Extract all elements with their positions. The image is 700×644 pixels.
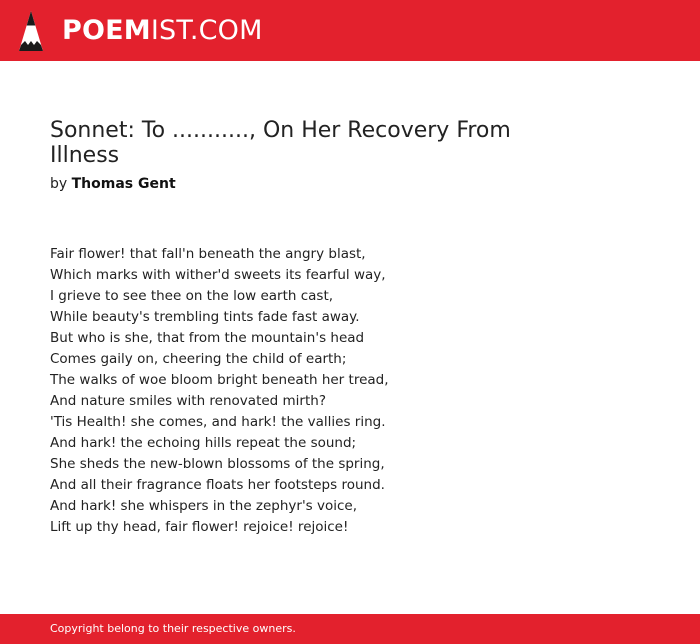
poem-line: And nature smiles with renovated mirth?	[50, 393, 326, 409]
site-logo-link[interactable]	[18, 10, 263, 52]
poem-line: The walks of woe bloom bright beneath her tread,	[50, 372, 389, 388]
poem-line: She sheds the new-blown blossoms of the spring,	[50, 456, 385, 472]
footer-copyright: Copyright belong to their respective owners.	[50, 622, 296, 635]
poem-line: 'Tis Health! she comes, and hark! the vallies ring.	[50, 414, 386, 430]
poem-line: Which marks with wither'd sweets its fearful way,	[50, 267, 386, 283]
logo-text-light: IST.COM	[150, 15, 263, 46]
poem-line: And hark! she whispers in the zephyr's voice,	[50, 498, 358, 514]
logo-text-bold: POEM	[62, 15, 151, 46]
poem-line: And hark! the echoing hills repeat the sound;	[50, 435, 357, 451]
poem-byline	[50, 174, 176, 194]
poem-title: Sonnet: To ..........., On Her Recovery From Illness	[50, 118, 511, 168]
byline-label: by	[50, 176, 68, 192]
poem-line: But who is she, that from the mountain's head	[50, 330, 365, 346]
pencil-tip-icon	[18, 10, 44, 52]
poem-line: And all their fragrance floats her footsteps round.	[50, 477, 385, 493]
poem-line: Comes gaily on, cheering the child of earth;	[50, 351, 347, 367]
site-header	[0, 0, 700, 61]
poem-line: I grieve to see thee on the low earth cast,	[50, 288, 334, 304]
poem-author: Thomas Gent	[71, 176, 176, 192]
poem-line: Lift up thy head, fair flower! rejoice! rejoice!	[50, 519, 349, 535]
poem-line: While beauty's trembling tints fade fast away.	[50, 309, 360, 325]
site-footer	[0, 614, 700, 644]
poem-line: Fair flower! that fall'n beneath the angry blast,	[50, 246, 366, 262]
poem-body	[50, 244, 610, 538]
site-logo-text	[62, 10, 263, 52]
